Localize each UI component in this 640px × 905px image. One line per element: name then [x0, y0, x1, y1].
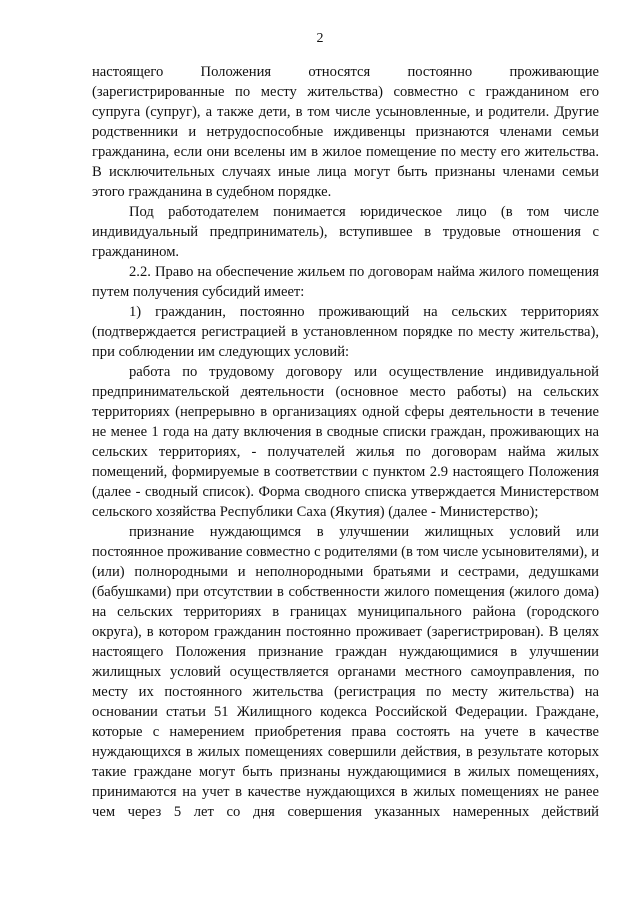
page-number: 2: [316, 31, 324, 46]
paragraph-employer-definition: Под работодателем понимается юридическое лицо (в том числе индивидуальный предприниматель), вступившее в трудовые отношения с гражданином.: [92, 204, 599, 260]
paragraph-housing-need-condition: признание нуждающимся в улучшении жилищных условий или постоянное проживание совместно с родителями (в том числе усыновителями), и (или) полнородными и неполнородными братьями и сестрами, дедушками (бабушками) при отсутствии в собственности жилого помещения (жилого дома) на сельских территориях в границах муниципального района (городского округа), в котором гражданин постоянно проживает (зарегистрирован). В целях настоящего Положения признание граждан нуждающимися в улучшении жилищных условий осуществляется органами местного самоуправления, по месту их постоянного жительства (регистрация по месту жительства) на основании статьи 51 Жилищного кодекса Российской Федерации. Граждане, которые с намерением приобретения права состоять на учете в качестве нуждающихся в жилых помещениях совершили действия, в результате которых такие граждане могут быть признаны нуждающимися в жилых помещениях, принимаются на учет в качестве нуждающихся в жилых помещениях не ранее чем через 5 лет со дня совершения указанных намеренных действий: [92, 524, 599, 820]
paragraph-section-2-2: 2.2. Право на обеспечение жильем по договорам найма жилого помещения путем получения субсидий имеет:: [92, 264, 599, 300]
document-text: [92, 62, 599, 822]
paragraph-employment-condition: работа по трудовому договору или осуществление индивидуальной предпринимательской деятельности (основное место работы) на сельских территориях (непрерывно в организациях одной сферы деятельности в течение не менее 1 года на дату включения в сводные списки граждан, проживающих на сельских территориях, - получателей жилья по договорам найма жилых помещений, формируемые в соответствии с пунктом 2.9 настоящего Положения (далее - сводный список). Форма сводного списка утверждается Министерством сельского хозяйства Республики Саха (Якутия) (далее - Министерство);: [92, 364, 599, 520]
paragraph-item-1: 1) гражданин, постоянно проживающий на сельских территориях (подтверждается регистрацией в установленном порядке по месту жительства), при соблюдении им следующих условий:: [92, 304, 599, 360]
paragraph-family-members: настоящего Положения относятся постоянно проживающие (зарегистрированные по месту жительства) совместно с гражданином его супруга (супруг), а также дети, в том числе усыновленные, и родители. Другие родственники и нетрудоспособные иждивенцы признаются членами семьи гражданина, если они вселены им в жилое помещение по месту его жительства. В исключительных случаях иные лица могут быть признаны членами семьи этого гражданина в судебном порядке.: [92, 64, 599, 200]
